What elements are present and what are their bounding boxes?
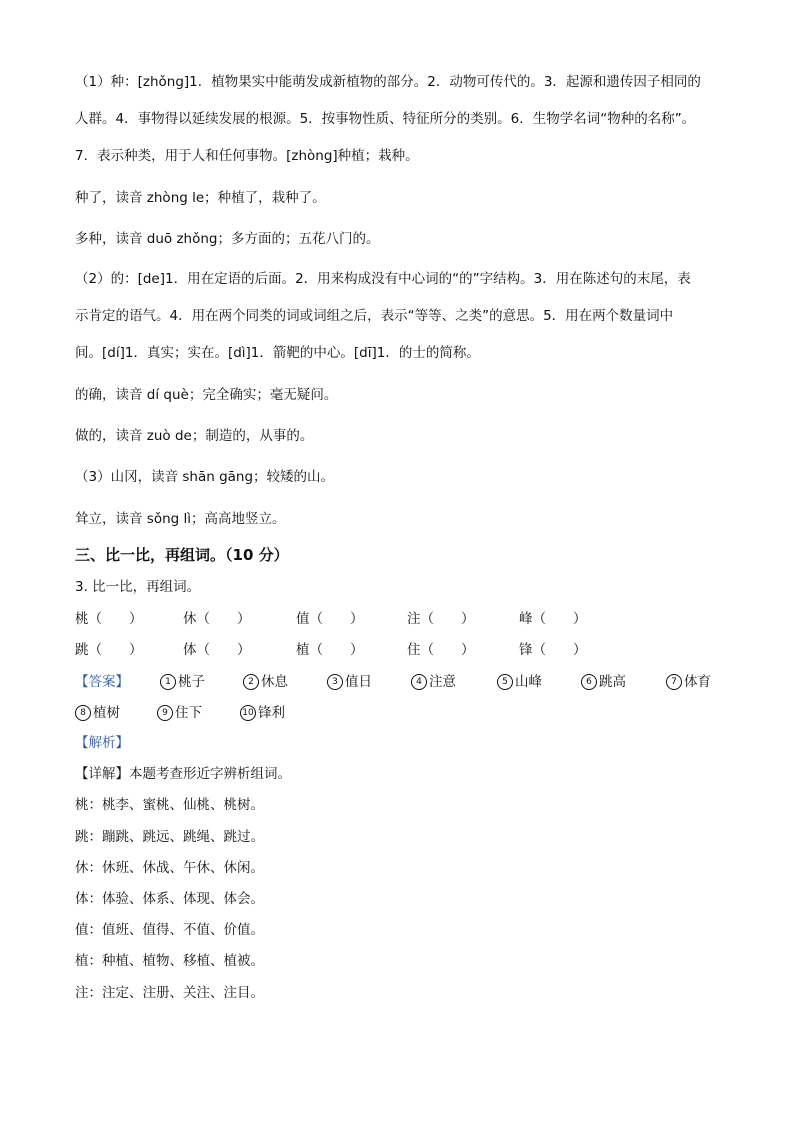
- question-text: 3. 比一比，再组词。: [75, 579, 201, 595]
- circled-number-icon: 5: [497, 674, 513, 690]
- shangang-line: （3）山冈，读音 shān gāng；较矮的山。: [75, 469, 335, 485]
- compare-cell: 值（ ）: [296, 611, 364, 627]
- para2-line-2: 示肯定的语气。4．用在两个同类的词或词组之后，表示“等等、之类”的意思。5．用在两个数量词中: [75, 308, 674, 324]
- detail-item: 桃：桃李、蜜桃、仙桃、桃树。: [75, 797, 264, 813]
- circled-number-icon: 10: [240, 705, 256, 721]
- answer-item: 2 休息: [243, 670, 288, 690]
- para2-line-1: （2）的：[de]1．用在定语的后面。2．用来构成没有中心词的“的”字结构。3．用在陈述句的末尾，表: [75, 271, 691, 287]
- detail-item: 值：值班、值得、不值、价值。: [75, 922, 264, 938]
- songli-line: 耸立，读音 sǒng lì；高高地竖立。: [75, 511, 286, 527]
- answer-item: 1 桃子: [160, 670, 205, 690]
- answer-item: 9 住下: [157, 701, 202, 721]
- answer-item: 6 跳高: [581, 670, 626, 690]
- answer-item: 4 注意: [411, 670, 456, 690]
- detail-item: 休：休班、休战、午休、休闲。: [75, 860, 264, 876]
- circled-number-icon: 6: [581, 674, 597, 690]
- analysis-label: 【解析】: [75, 735, 129, 751]
- section3-title: 三、比一比，再组词。（10 分）: [75, 546, 289, 564]
- answer-item: 5 山峰: [497, 670, 542, 690]
- compare-cell: 住（ ）: [407, 642, 475, 658]
- answer-item: 8 植树: [75, 701, 120, 721]
- dique-line: 的确，读音 dí què；完全确实；毫无疑问。: [75, 387, 338, 403]
- detail-line: 【详解】本题考查形近字辨析组词。: [75, 766, 291, 782]
- circled-number-icon: 8: [75, 705, 91, 721]
- detail-item: 跳：蹦跳、跳远、跳绳、跳过。: [75, 829, 264, 845]
- detail-item: 植：种植、植物、移植、植被。: [75, 953, 264, 969]
- compare-cell: 体（ ）: [183, 642, 251, 658]
- answer-label: 【答案】: [75, 674, 129, 690]
- duozhong-line: 多种，读音 duō zhǒng；多方面的；五花八门的。: [75, 231, 380, 247]
- compare-cell: 植（ ）: [296, 642, 364, 658]
- zhongle-line: 种了，读音 zhòng le；种植了，栽种了。: [75, 190, 326, 206]
- para1-line-3: 7．表示种类，用于人和任何事物。[zhòng]种植；栽种。: [75, 148, 419, 164]
- circled-number-icon: 1: [160, 674, 176, 690]
- compare-cell: 注（ ）: [407, 611, 475, 627]
- answer-item: 7 体育: [666, 670, 711, 690]
- compare-cell: 跳（ ）: [75, 642, 143, 658]
- compare-cell: 休（ ）: [183, 611, 251, 627]
- circled-number-icon: 7: [666, 674, 682, 690]
- para1-line-2: 人群。4．事物得以延续发展的根源。5．按事物性质、特征所分的类别。6．生物学名词“物种的名称”。: [75, 111, 696, 127]
- para1-line-1: （1）种：[zhǒng]1．植物果实中能萌发成新植物的部分。2．动物可传代的。3．起源和遗传因子相同的: [75, 74, 701, 90]
- compare-cell: 桃（ ）: [75, 611, 143, 627]
- circled-number-icon: 9: [157, 705, 173, 721]
- zuode-line: 做的，读音 zuò de；制造的，从事的。: [75, 428, 314, 444]
- para2-line-3: 间。[dí]1．真实；实在。[dì]1．箭靶的中心。[dī]1．的士的简称。: [75, 345, 480, 361]
- circled-number-icon: 2: [243, 674, 259, 690]
- detail-item: 体：体验、体系、体现、体会。: [75, 891, 264, 907]
- compare-cell: 峰（ ）: [519, 611, 587, 627]
- detail-item: 注：注定、注册、关注、注目。: [75, 985, 264, 1001]
- circled-number-icon: 4: [411, 674, 427, 690]
- answer-item: 10 锋利: [240, 701, 285, 721]
- circled-number-icon: 3: [327, 674, 343, 690]
- answer-item: 3 值日: [327, 670, 372, 690]
- compare-cell: 锋（ ）: [519, 642, 587, 658]
